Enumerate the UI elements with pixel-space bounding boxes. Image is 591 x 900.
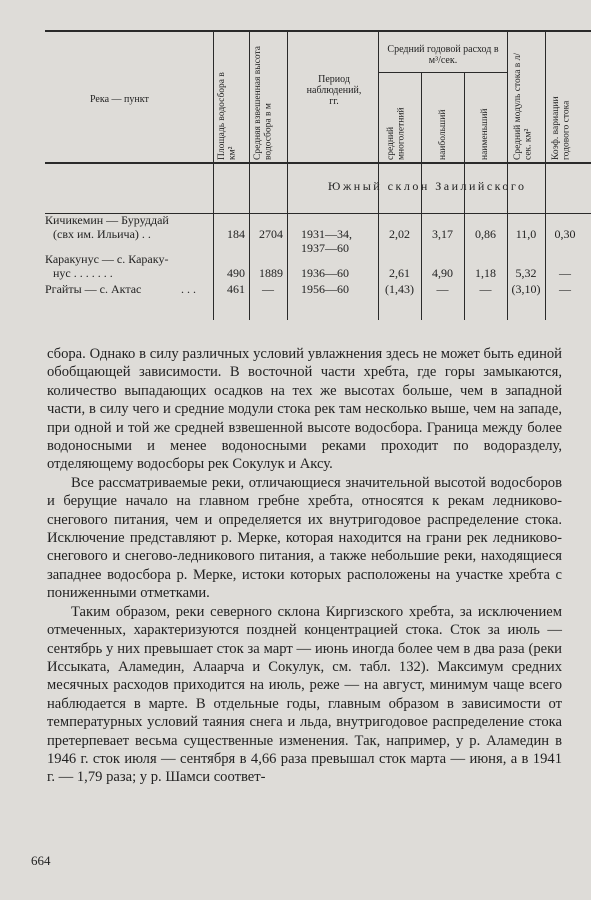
row3-river-dots: . . . [181,282,196,296]
row1-modulus: 11,0 [515,227,537,241]
row2-max: 4,90 [432,266,453,280]
row2-river-cont: нус . . . . . . . [53,266,113,280]
row1-area: 184 [227,227,245,241]
body-text [47,345,562,787]
row3-area: 461 [227,282,245,296]
header-cv: Коэф. вариации годового стока [551,96,572,160]
hydrology-table [45,30,591,330]
row3-cv: — [559,282,571,296]
discharge-group-rule [378,72,507,73]
header-river: Река — пункт [90,94,149,105]
row1-period-cont: 1937—60 [301,241,349,255]
row1-max: 3,17 [432,227,453,241]
row1-min: 0,86 [475,227,496,241]
page-number: 664 [31,853,51,868]
col-divider [287,30,288,320]
header-max: наибольший [438,109,448,160]
row3-height: — [262,282,274,296]
row3-mean: (1,43) [385,282,414,296]
row3-period: 1956—60 [301,282,349,296]
header-mean: средний многолетний [386,107,407,160]
row2-height: 1889 [259,266,283,280]
row1-cv: 0,30 [554,227,576,241]
paragraph-3: Таким образом, реки северного склона Киргизского хребта, за исключением отмеченных, характеризуются поздней концентрацией стока. Сток за июль — сентябрь у них превышает сток за март — июнь иногда более чем в два раза (реки Иссыката, Аламедин, Алаарча и Сокулук, см. табл. 132). Максимум средних месячных расходов приходится на июль, реже — на август, минимум чаще всего наблюдается в марте. В отдельные годы, главным образом в зависимости от температурных условий таяния снега и льда, внутригодовое распределение стока претерпевает весьма существенные изменения. Так, например, у р. Аламедин в 1946 г. сток июля — сентября в 4,66 раза превышал сток марта — июня, а в 1941 г. — 1,79 раза; у р. Шамси соответ- [47,603,562,786]
row1-river-cont: (свх им. Ильича) . . [53,227,151,241]
header-period: Период наблюдений, гг. [306,74,362,107]
paragraph-2: Все рассматриваемые реки, отличающиеся значительной высотой водосборов и берущие начало на главном гребне хребта, относятся к рекам ледниково-снегового питания, чем и определяется их внутригодовое распределение стока. Исключение представляют р. Мерке, которая находится на грани рек ледниково-снегового и снегово-ледникового питания, а также небольшие реки, находящиеся западнее водосбора р. Мерке, истоки которых расположены на участке хребта с пониженными отметками. [47,474,562,602]
table-top-rule [45,30,591,32]
row1-river: Кичикемин — Буруддай [45,213,169,227]
row3-modulus: (3,10) [511,282,541,296]
row1-period: 1931—34, [301,227,352,241]
row2-area: 490 [227,266,245,280]
paragraph-1: сбора. Однако в силу различных условий увлажнения здесь не может быть единой обобщающей зависимости. В восточной части хребта, где горы замыкаются, количество выпадающих осадков на тех же высотах больше, чем в западной части, в силу чего и средние модули стока рек там несколько выше, чем на западе, при одной и той же средней взвешенной высоте водосбора. Граница между более водоносными и менее водоносными реками проходит по водоразделу, отделяющему водосборы рек Сокулук и Аксу. [47,346,562,473]
row2-cv: — [559,266,571,280]
row2-river: Каракунус — с. Каракy- [45,252,169,266]
row2-period: 1936—60 [301,266,349,280]
row2-mean: 2,61 [389,266,410,280]
header-bottom-rule [45,162,591,164]
header-modulus: Средний модуль стока в л/сек. км² [513,52,534,160]
row2-min: 1,18 [475,266,496,280]
header-discharge-group: Средний годовой расход в м³/сек. [387,44,499,66]
row1-mean: 2,02 [389,227,410,241]
header-height: Средняя взвешенная высота водосбора в м [253,46,274,160]
row2-modulus: 5,32 [515,266,537,280]
header-area: Площадь водосбора в км² [217,72,238,160]
row1-height: 2704 [259,227,283,241]
header-min: наименьший [480,108,490,160]
row3-max: — [436,282,449,296]
row3-min: — [479,282,492,296]
row3-river: Ргайты — с. Актас [45,282,142,296]
section-title: Южный склон Заилийского [328,179,527,193]
